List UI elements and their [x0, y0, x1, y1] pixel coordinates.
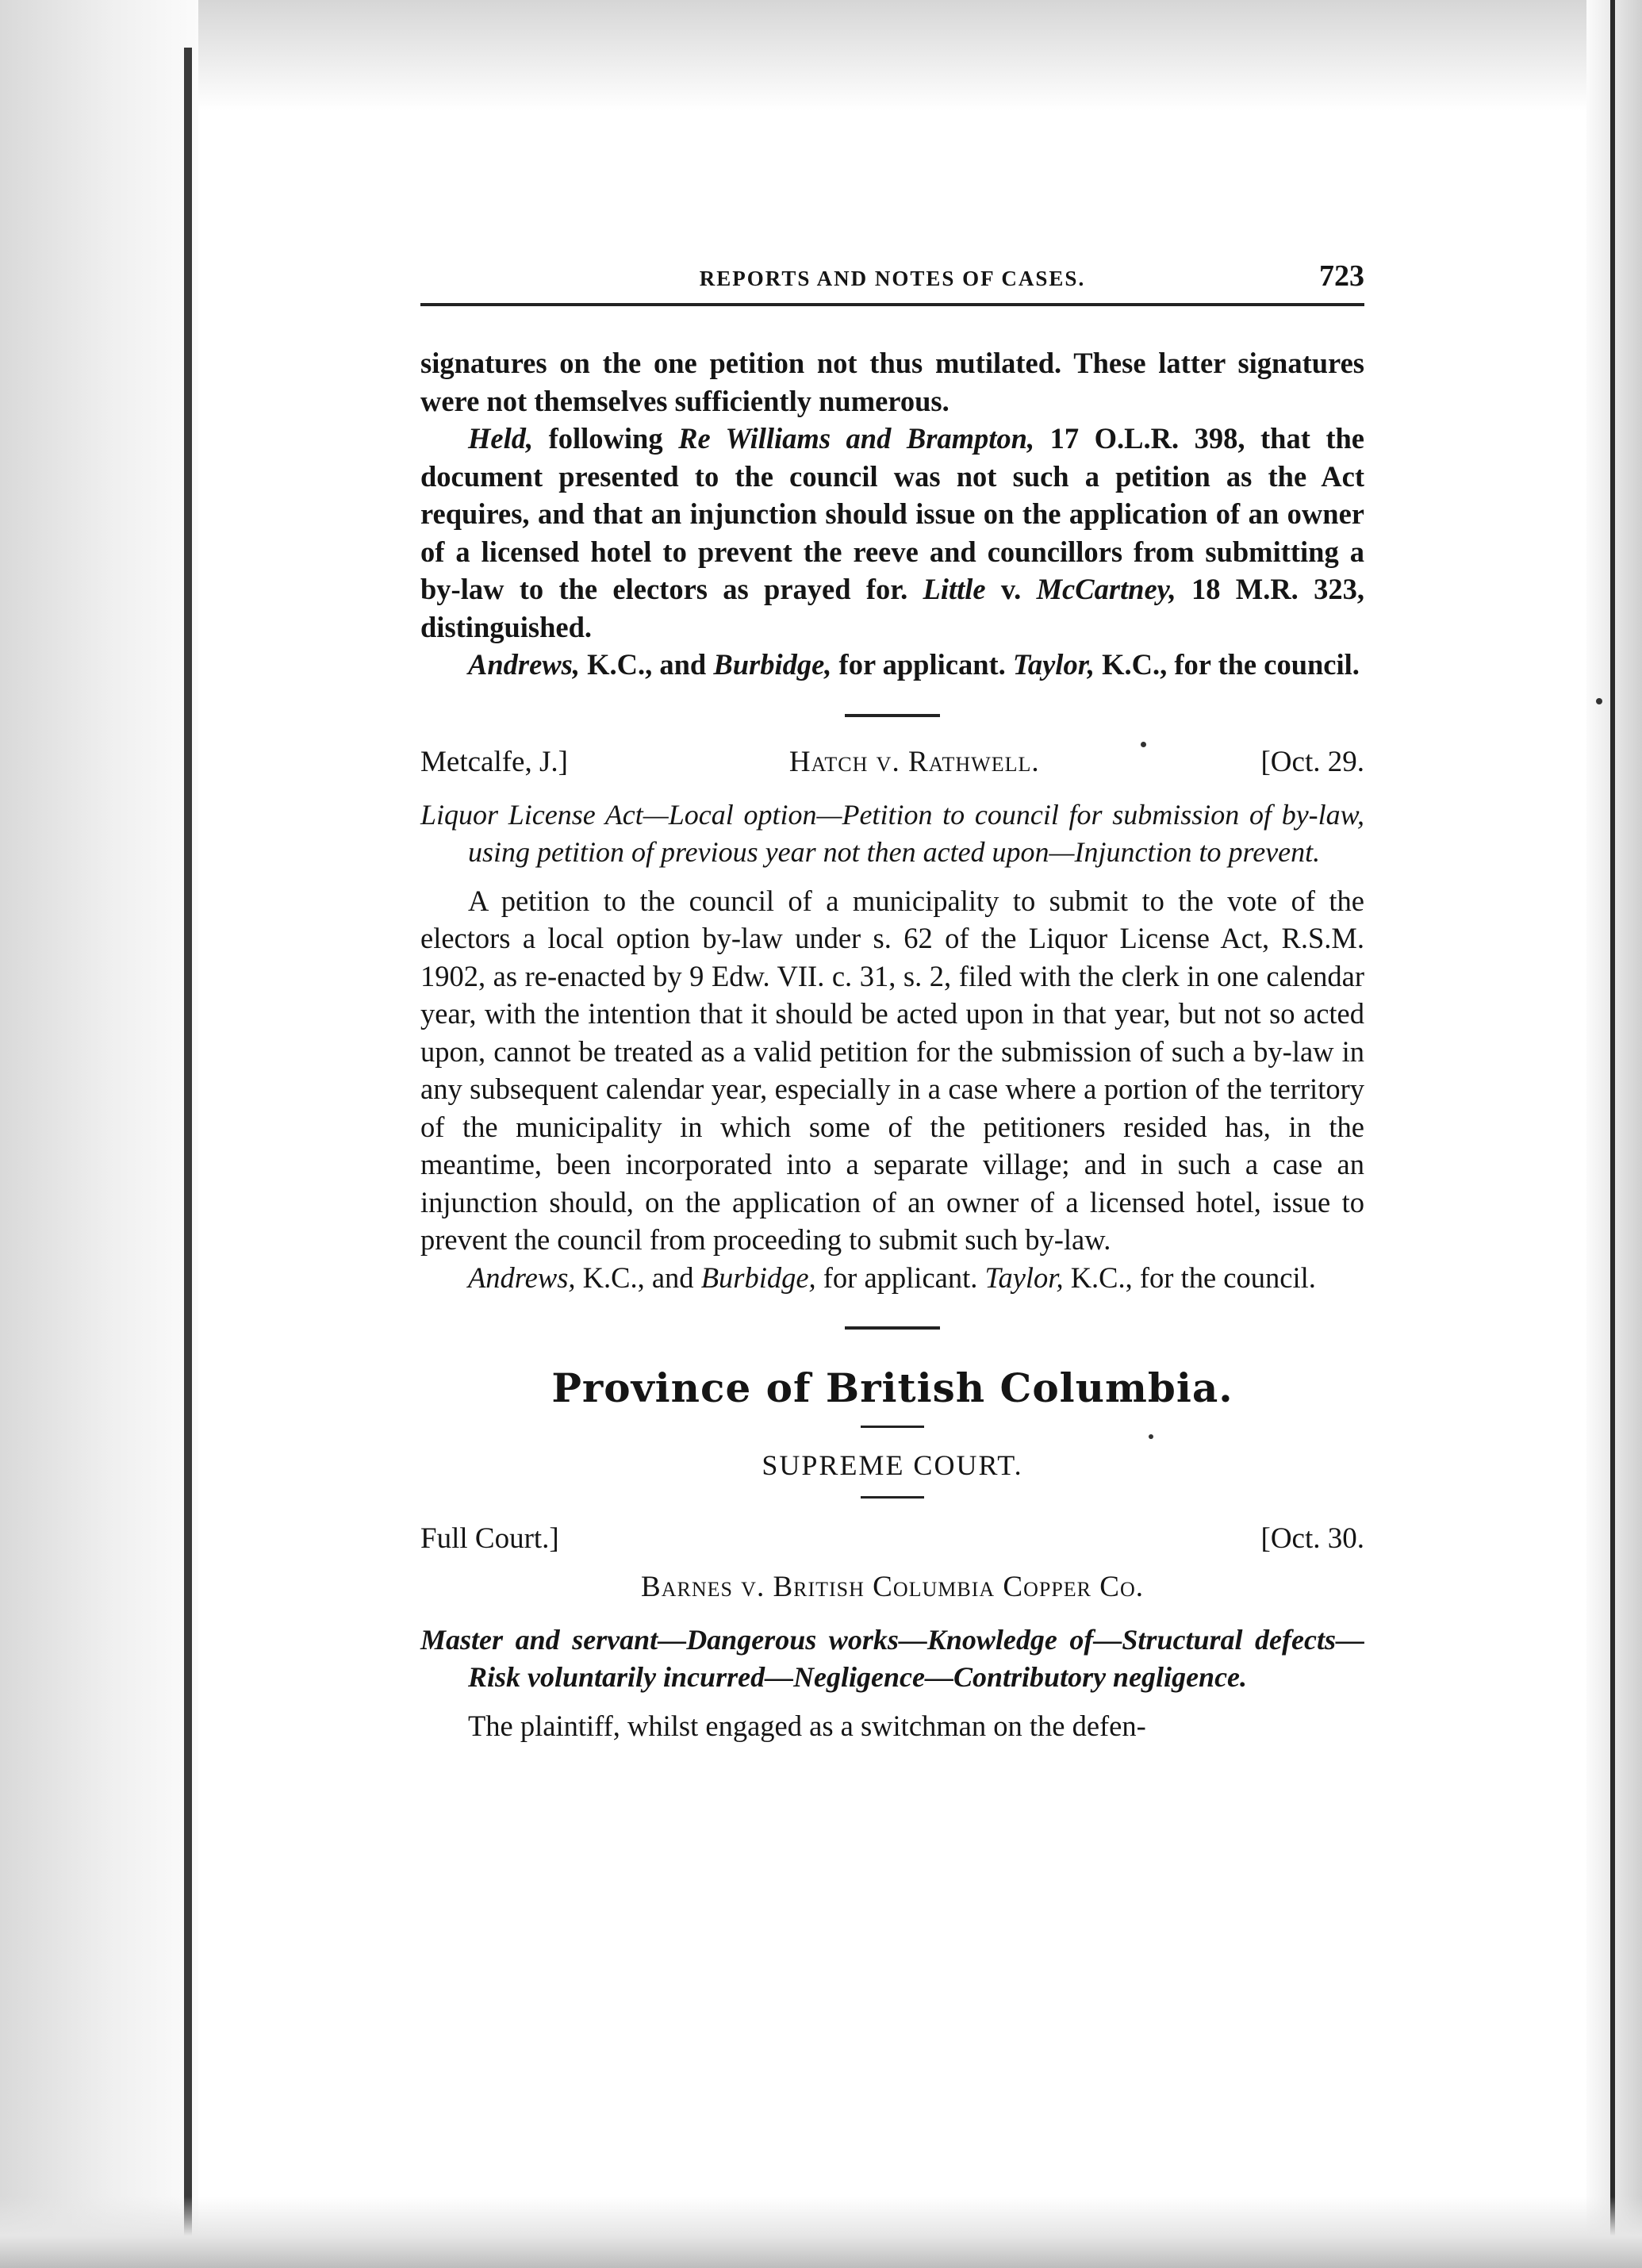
- case-headnote: Master and servant—Dangerous works—Knowledge of—Structural defects—Risk voluntarily incurred—Negligence—Contributory negligence.: [420, 1624, 1364, 1693]
- heading-divider: [861, 1426, 924, 1428]
- scan-top-shadow: [0, 0, 1642, 111]
- section-divider: [845, 1326, 940, 1330]
- scan-speck: [1596, 698, 1602, 704]
- page-number: 723: [1319, 259, 1364, 293]
- held-label: Held,: [468, 422, 534, 455]
- counsel-name-2: Burbidge,: [713, 648, 832, 681]
- scan-left-margin: [0, 0, 198, 2268]
- case-date: [Oct. 29.: [1260, 745, 1364, 778]
- case-summary: The plaintiff, whilst engaged as a switchman on the defen-: [468, 1710, 1146, 1742]
- counsel-name-2: Burbidge,: [700, 1261, 816, 1294]
- counsel-name-3: Taylor,: [1012, 648, 1095, 681]
- scan-speck: [1149, 1434, 1153, 1439]
- continued-paragraph: signatures on the one petition not thus mutilated. These latter signatures were not themselves sufficiently numerous.: [420, 347, 1364, 417]
- holding-paragraph: [420, 420, 1364, 646]
- counsel-text-2: for applicant.: [815, 1261, 985, 1294]
- running-header: [420, 259, 1364, 306]
- counsel-text-1: K.C., and: [579, 648, 714, 681]
- counsel-text-3: K.C., for the council.: [1063, 1261, 1316, 1294]
- counsel-name-3: Taylor,: [984, 1261, 1064, 1294]
- scan-bottom-shadow: [0, 2197, 1642, 2268]
- holding-text-2: 17 O.L.R. 398, that the document presented to the council was not such a petition as the Act requires, and that an injunction should issue on the application of an owner of a licensed hotel to prevent the reeve and councillors from submitting a by-law to the electors as prayed for.: [420, 422, 1365, 605]
- section-divider: [845, 714, 940, 717]
- case-summary: A petition to the council of a municipality to submit to the vote of the electors a local option by-law under s. 62 of the Liquor License Act, R.S.M. 1902, as re-enacted by 9 Edw. VII. c. 31, s. 2, filed with the clerk in one calendar year, with the intention that it should be acted upon in that year, but not so acted upon, cannot be treated as a valid petition for the submission of such a by-law in any subsequent calendar year, especially in a case where a portion of the territory of the municipality in which some of the petitioners resided has, in the meantime, been incorporated into a separate village; and in such a case an injunction should, on the application of an owner of a licensed hotel, issue to prevent the council from proceeding to submit such by-law.: [420, 884, 1364, 1256]
- case-date: [Oct. 30.: [1260, 1522, 1364, 1555]
- case-heading: [420, 743, 1364, 782]
- holding-text-1: following: [533, 422, 679, 455]
- counsel-name-1: Andrews,: [468, 1261, 576, 1294]
- counsel-text-2: for applicant.: [831, 648, 1013, 681]
- court-heading: SUPREME COURT.: [762, 1449, 1023, 1481]
- binding-edge: [184, 48, 192, 2253]
- book-page: [420, 259, 1365, 1745]
- case-heading: [420, 1519, 1364, 1559]
- counsel-line: [420, 1259, 1364, 1297]
- counsel-text-1: K.C., and: [575, 1261, 701, 1294]
- scan-speck: [1141, 742, 1146, 747]
- page-edge: [1610, 0, 1615, 2268]
- counsel-line: [420, 646, 1364, 684]
- judge-name: Metcalfe, J.]: [420, 745, 568, 778]
- running-title: REPORTS AND NOTES OF CASES.: [699, 267, 1086, 290]
- case-headnote: Liquor License Act—Local option—Petition to council for submission of by-law, using petition of previous year not then acted upon—Injunction to prevent.: [420, 798, 1364, 868]
- court-name: Full Court.]: [420, 1522, 559, 1555]
- holding-text-4: 18 M.R. 323, distinguished.: [420, 573, 1364, 643]
- counsel-name-1: Andrews,: [468, 648, 580, 681]
- cited-case-little: Little: [923, 573, 986, 605]
- province-heading: Province of British Columbia.: [551, 1364, 1233, 1411]
- holding-text-3: v.: [985, 573, 1037, 605]
- case-title: Barnes v. British Columbia Copper Co.: [641, 1571, 1144, 1603]
- cited-case-mccartney: McCartney,: [1036, 573, 1176, 605]
- case-title: Hatch v. Rathwell.: [788, 745, 1040, 778]
- heading-divider: [861, 1496, 924, 1499]
- counsel-text-3: K.C., for the council.: [1095, 648, 1360, 681]
- cited-case-williams: Re Williams and Brampton,: [678, 422, 1035, 455]
